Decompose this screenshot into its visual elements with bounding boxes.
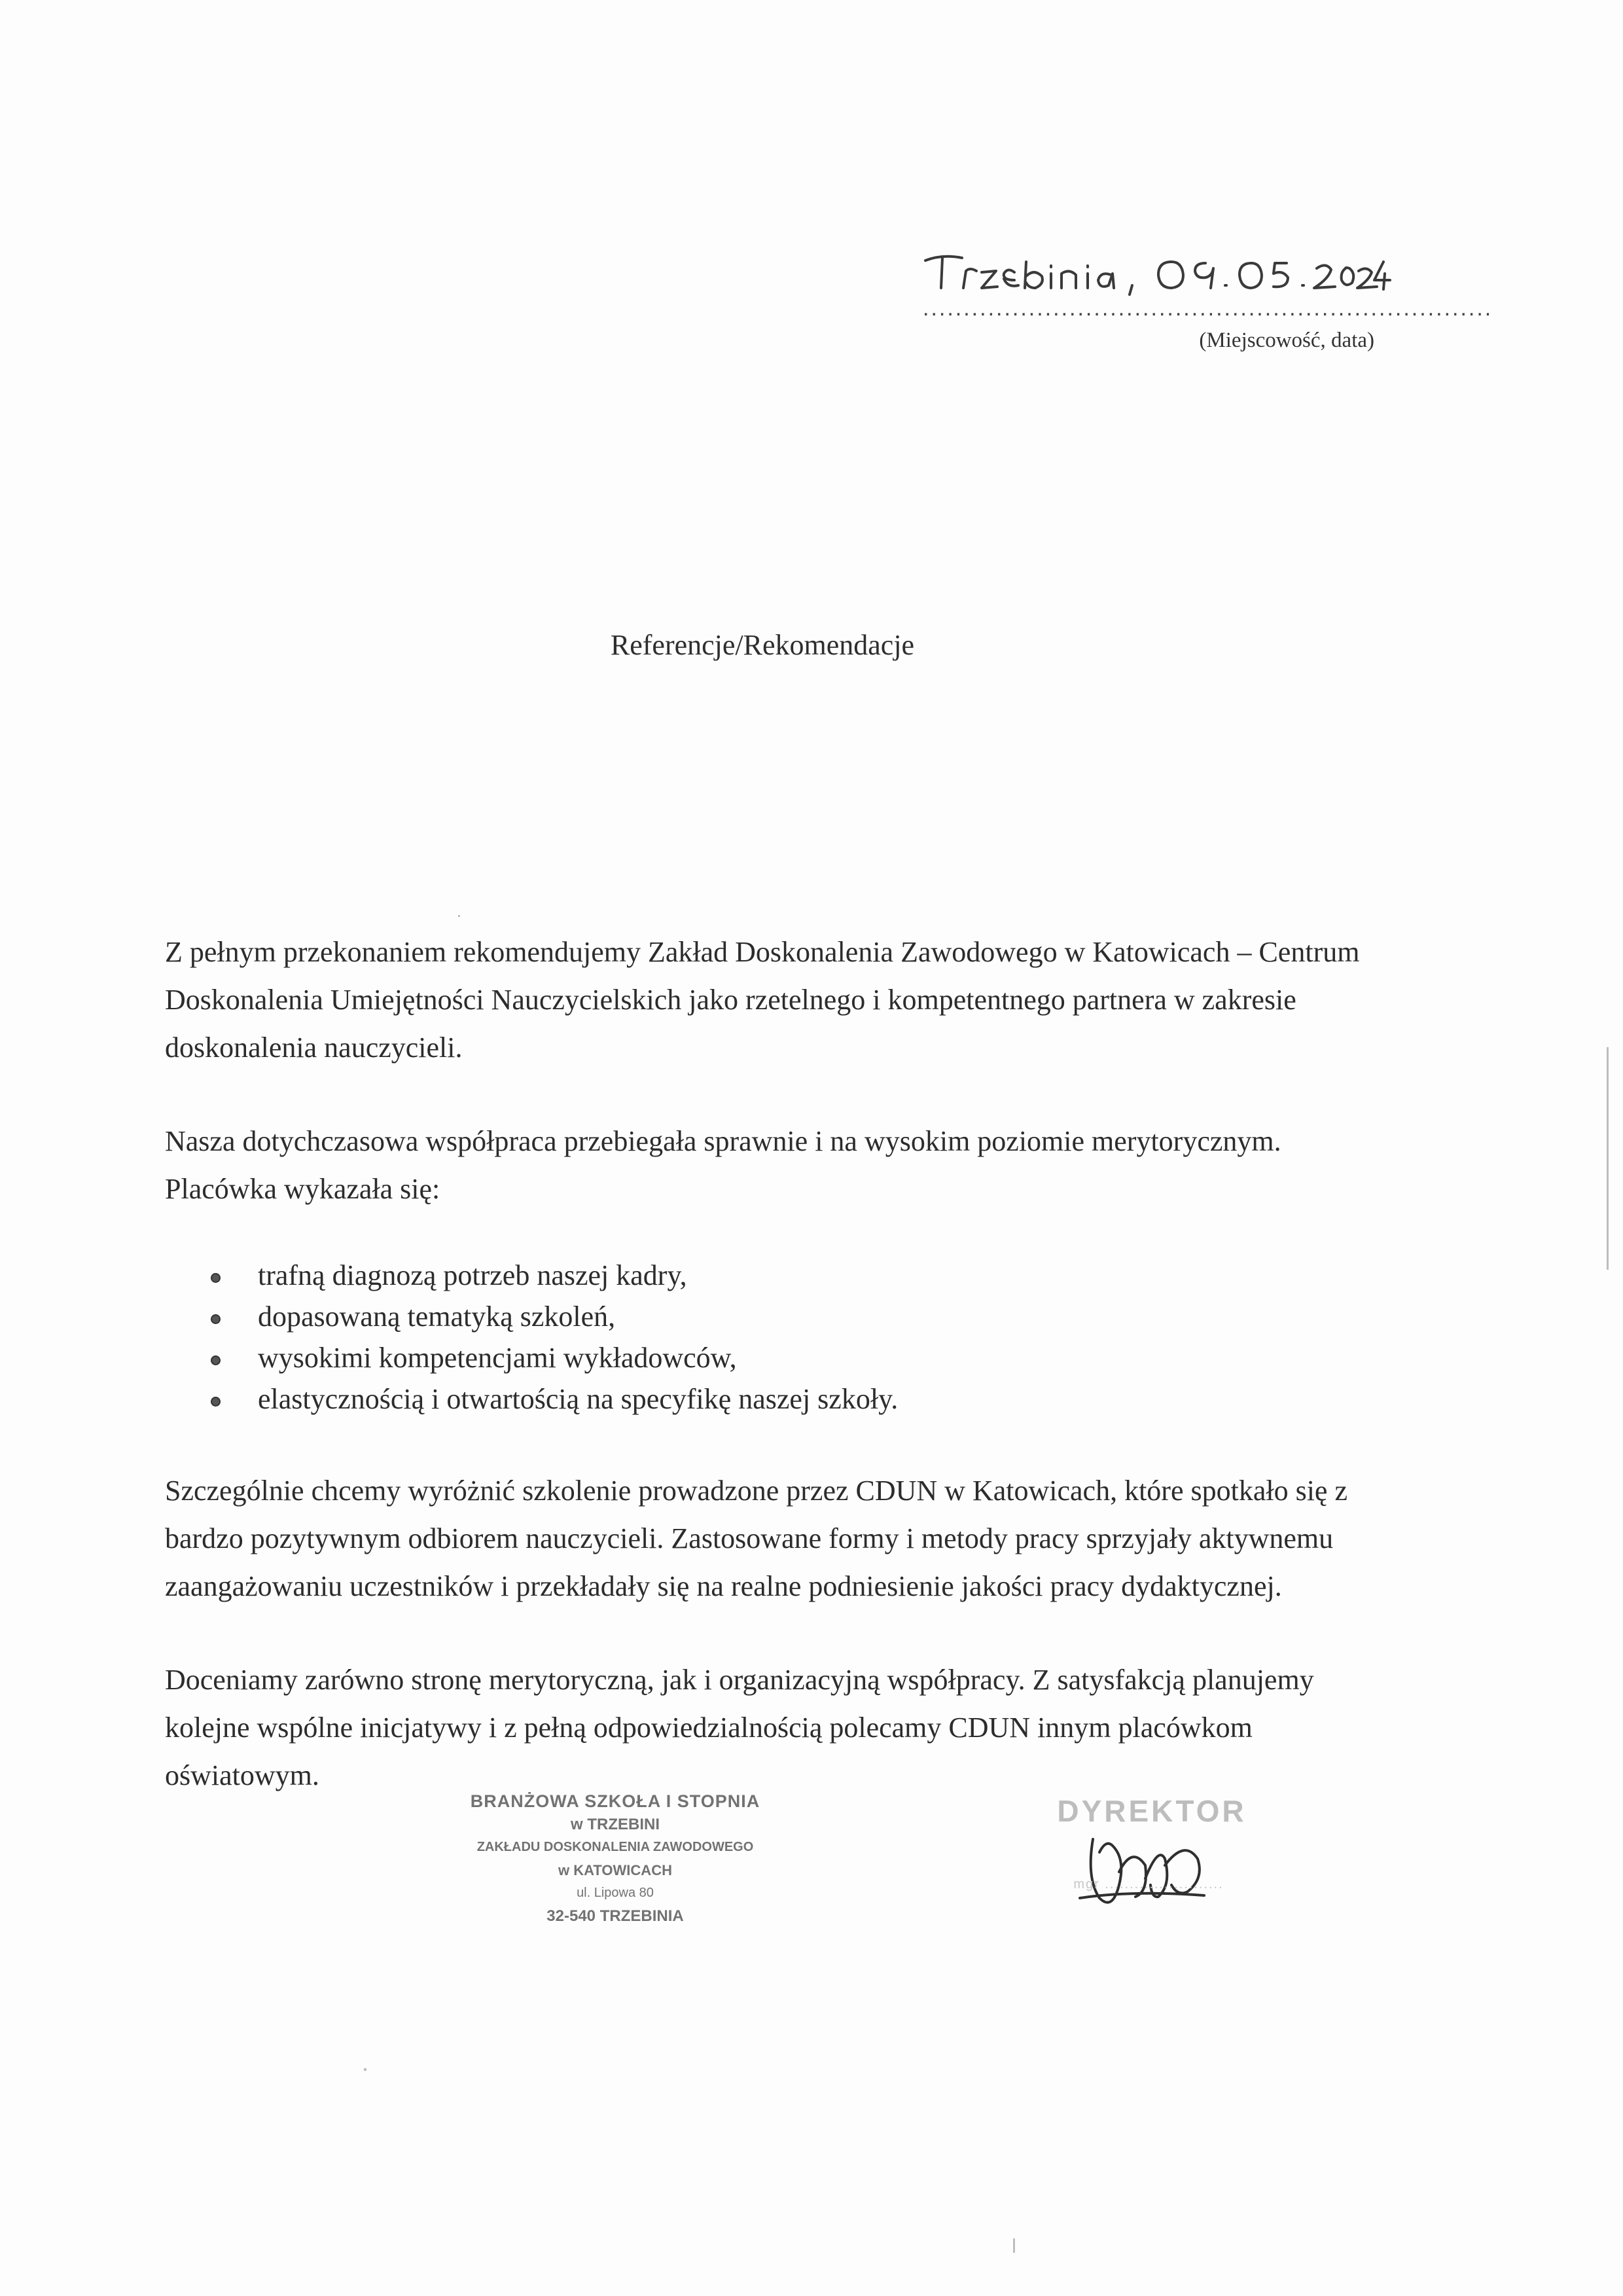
place-date-caption: (Miejscowość, data) [1199, 329, 1374, 352]
director-stamp [1008, 1793, 1289, 1924]
letter-body [165, 928, 1382, 1845]
document-title: Referencje/Rekomendacje [610, 629, 915, 661]
list-item-text: trafną diagnozą potrzeb naszej kadry, [258, 1259, 687, 1291]
director-title: DYREKTOR [1057, 1794, 1247, 1828]
place-date-dotted-line: ...................................................................... [923, 296, 1493, 321]
list-item [211, 1378, 1382, 1420]
stamp-line: ZAKŁADU DOSKONALENIA ZAWODOWEGO [476, 1840, 754, 1854]
list-item [211, 1296, 1382, 1337]
bullet-icon [211, 1273, 221, 1283]
bullet-icon [211, 1397, 221, 1407]
bullet-icon [211, 1355, 221, 1365]
bullet-icon [211, 1314, 221, 1324]
strengths-list [165, 1255, 1382, 1420]
list-item-text: dopasowaną tematyką szkoleń, [258, 1300, 616, 1333]
director-name-line: mgr ........................ [1073, 1877, 1224, 1892]
place-date-block [916, 242, 1493, 352]
list-item [211, 1255, 1382, 1296]
scan-mark [458, 915, 460, 917]
stamp-line: 32-540 TRZEBINIA [546, 1907, 684, 1925]
stamp-line: w KATOWICACH [558, 1862, 672, 1878]
scan-mark [1013, 2238, 1015, 2253]
paragraph-cooperation: Nasza dotychczasowa współpraca przebiegała sprawnie i na wysokim poziomie merytorycznym. Placówka wykazała się: [165, 1125, 1281, 1205]
stamp-line: ul. Lipowa 80 [577, 1886, 654, 1900]
school-stamp [432, 1790, 798, 1941]
scan-mark [364, 2068, 366, 2071]
list-item [211, 1337, 1382, 1378]
paragraph-closing: Doceniamy zarówno stronę merytoryczną, jak i organizacyjną współpracy. Z satysfakcją planujemy kolejne wspólne inicjatywy i z pełną odpowiedzialnością polecamy CDUN innym placówkom oświatowym. [165, 1664, 1314, 1791]
paragraph-training-highlight: Szczególnie chcemy wyróżnić szkolenie prowadzone przez CDUN w Katowicach, które spotkało się z bardzo pozytywnym odbiorem nauczycieli. Zastosowane formy i metody pracy sprzyjały aktywnemu zaangażowaniu uczestników i przekładały się na realne podniesienie jakości pracy dydaktycznej. [165, 1475, 1347, 1602]
stamp-line: BRANŻOWA SZKOŁA I STOPNIA [470, 1791, 760, 1811]
scan-mark [1607, 1047, 1609, 1270]
list-item-text: elastycznością i otwartością na specyfikę naszej szkoły. [258, 1383, 899, 1415]
signature-icon [1073, 1820, 1230, 1918]
list-item-text: wysokimi kompetencjami wykładowców, [258, 1342, 737, 1374]
paragraph-recommendation: Z pełnym przekonaniem rekomendujemy Zakład Doskonalenia Zawodowego w Katowicach – Centrum Doskonalenia Umiejętności Nauczycielskich jako rzetelnego i kompetentnego partnera w zakresie doskonalenia nauczycieli. [165, 936, 1360, 1064]
stamp-line: w TRZEBINI [571, 1816, 660, 1833]
